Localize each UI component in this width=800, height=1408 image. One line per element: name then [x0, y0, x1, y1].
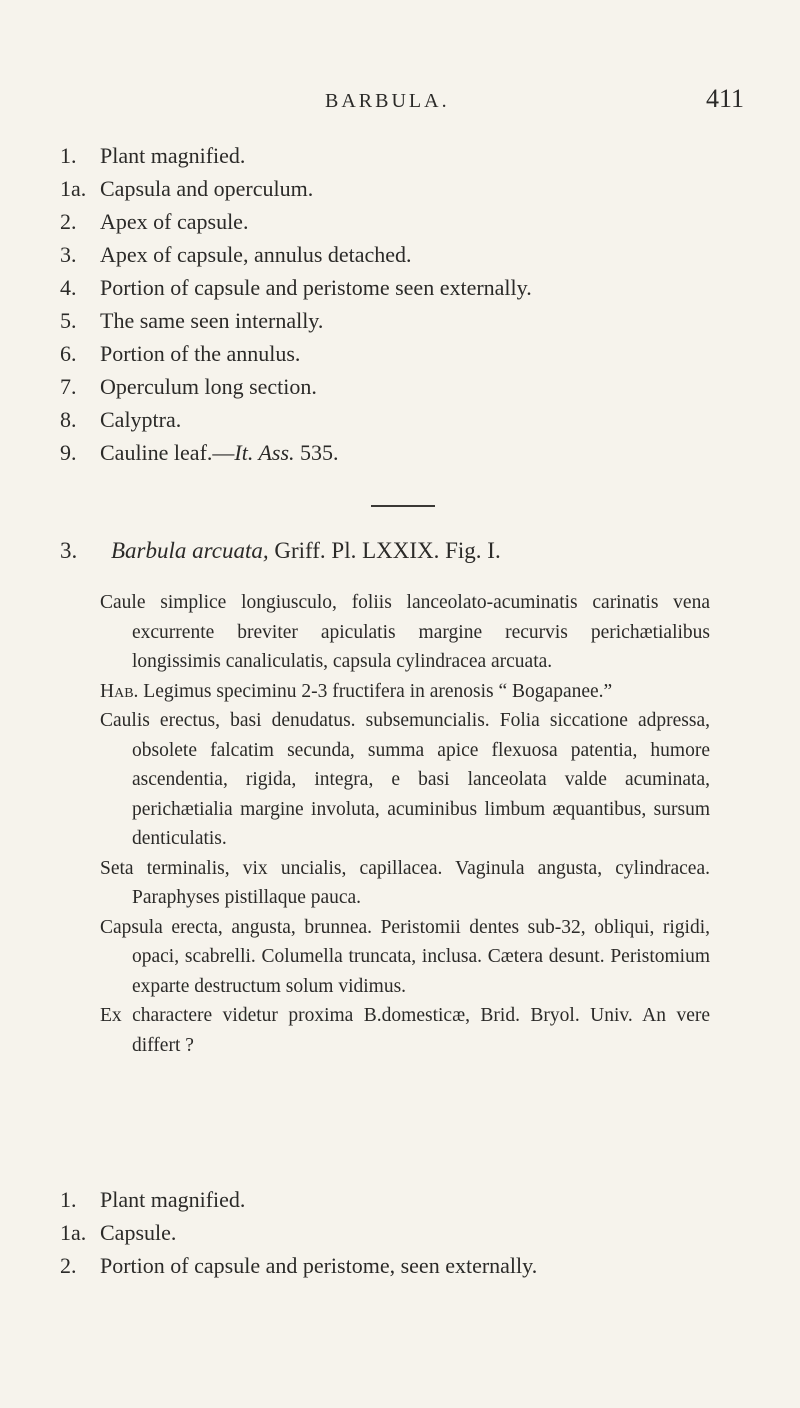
remark-paragraph: Ex charactere videtur proxima B.domesticæ, Brid. Bryol. Univ. An vere differt ?	[100, 1005, 710, 1056]
figure-number: 1.	[60, 143, 77, 168]
figure-list-1	[0, 143, 800, 473]
figure-item	[0, 242, 800, 275]
figure-caption: The same seen internally.	[100, 308, 324, 333]
figure-item	[0, 275, 800, 308]
figure-number: 2.	[60, 209, 77, 234]
figure-number: 1.	[60, 1187, 77, 1212]
figure-caption: Plant magnified.	[100, 143, 246, 168]
figure-item	[0, 407, 800, 440]
species-number: 3.	[60, 538, 78, 563]
figure-item	[0, 341, 800, 374]
figure-number: 7.	[60, 374, 77, 399]
caption-text: Cauline leaf.—	[100, 440, 235, 465]
figure-caption: Operculum long section.	[100, 374, 317, 399]
figure-number: 3.	[60, 242, 77, 267]
figure-number: 5.	[60, 308, 77, 333]
figure-item	[0, 1253, 800, 1286]
figure-caption: Apex of capsule.	[100, 209, 249, 234]
figure-item	[0, 308, 800, 341]
figure-caption: Capsula and operculum.	[100, 176, 314, 201]
description-paragraph: Caulis erectus, basi denudatus. subsemuncialis. Folia siccatione adpressa, obsolete falcatim secunda, summa apice flexuosa patentia, humore ascendentia, rigida, integra, e basi lanceolata valde acuminata, perichætialia margine involuta, acuminibus limbum æquantibus, sursum denticulatis.	[100, 710, 710, 849]
figure-caption: Calyptra.	[100, 407, 182, 432]
description-paragraph: Seta terminalis, vix uncialis, capillacea. Vaginula angusta, cylindracea. Paraphyses pistillaque pauca.	[100, 857, 710, 908]
figure-item	[0, 176, 800, 209]
figure-caption: Portion of capsule and peristome, seen externally.	[100, 1253, 538, 1278]
habitat-label: Hab.	[100, 680, 139, 702]
description-paragraph: Capsula erecta, angusta, brunnea. Peristomii dentes sub-32, obliqui, rigidi, opaci, scabrelli. Columella truncata, inclusa. Cætera desunt. Peristomium exparte destructum solum vidimus.	[100, 916, 710, 997]
figure-caption: Portion of the annulus.	[100, 341, 301, 366]
figure-item	[0, 1220, 800, 1253]
figure-number: 9.	[60, 440, 77, 465]
reference-page: 535.	[300, 440, 339, 465]
section-divider	[371, 505, 435, 507]
habitat-paragraph: Hab. Legimus speciminu 2-3 fructifera in arenosis “ Bogapanee.”	[100, 680, 613, 702]
figure-item	[0, 1187, 800, 1220]
figure-caption: Portion of capsule and peristome seen externally.	[100, 275, 532, 300]
running-title: BARBULA.	[325, 90, 450, 112]
figure-number: 8.	[60, 407, 77, 432]
figure-caption: Apex of capsule, annulus detached.	[100, 242, 412, 267]
diagnosis-paragraph: Caule simplice longiusculo, foliis lanceolato-acuminatis carinatis vena excurrente breviter apiculatis margine recurvis perichætialibus longissimis canaliculatis, capsula cylindracea arcuata.	[100, 592, 710, 672]
figure-number: 4.	[60, 275, 77, 300]
figure-item	[0, 374, 800, 407]
species-heading	[60, 538, 501, 564]
figure-list-2	[0, 1187, 800, 1286]
running-head	[0, 84, 800, 128]
figure-item	[0, 143, 800, 176]
species-description	[100, 588, 710, 1060]
species-citation: Griff. Pl. LXXIX. Fig. I.	[274, 538, 501, 563]
page-number: 411	[706, 84, 745, 113]
figure-caption: Capsule.	[100, 1220, 177, 1245]
species-name: Barbula arcuata,	[111, 538, 269, 563]
figure-number: 1a.	[60, 1220, 87, 1245]
figure-item	[0, 440, 800, 473]
figure-caption: Plant magnified.	[100, 1187, 246, 1212]
figure-caption	[100, 440, 339, 466]
figure-item	[0, 209, 800, 242]
figure-number: 2.	[60, 1253, 77, 1278]
figure-number: 6.	[60, 341, 77, 366]
figure-number: 1a.	[60, 176, 87, 201]
reference-abbrev: It. Ass.	[234, 440, 295, 465]
